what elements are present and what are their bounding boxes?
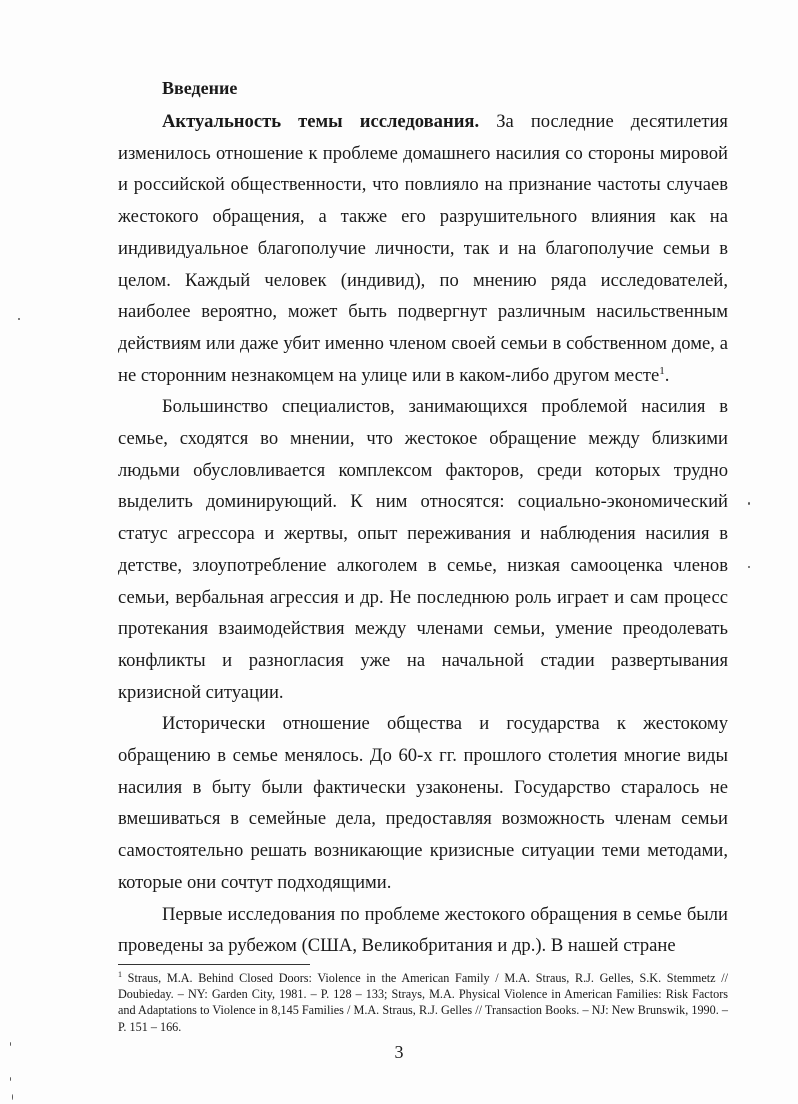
paragraph-history: Исторически отношение общества и государства к жестокому обращению в семье менялось. До 60-х гг. прошлого столетия многие виды насилия в быту были фактически узаконены. Государство старалось не вмешиваться в семейные дела, предоставляя возможность членам семьи самостоятельно решать возникающие кризисные ситуации теми методами, которые они сочтут подходящими. bbox=[118, 713, 728, 893]
footnote-divider bbox=[118, 964, 310, 965]
footnote-text: Straus, M.A. Behind Closed Doors: Violence in the American Family / M.A. Straus, R.J. Gelles, S.K. Stemmetz // Doubieday. – NY: Garden City, 1981. – P. 128 – 133; Strays, M.A. Physical Violence in American Families: Risk Factors and Adaptations to Violence in 8,145 Families / M.A. Straus, R.J. Gelles // Transaction Books. – NJ: New Brunswik, 1990. – P. 151 – 166. bbox=[118, 971, 728, 1034]
page-number: 3 bbox=[394, 1042, 404, 1062]
paragraph-first-research: Первые исследования по проблеме жестокого обращения в семье были проведены за рубежом (США, Великобритания и др.). В нашей стране bbox=[118, 903, 728, 957]
footnote bbox=[118, 970, 728, 1035]
footnote-reference[interactable]: 1 bbox=[659, 364, 665, 377]
paragraph-text: За последние десятилетия изменилось отношение к проблеме домашнего насилия со стороны мировой и российской общественности, что повлияло на признание частоты случаев жестокого обращения, а также его разрушительного влияния как на индивидуальное благополучие личности, так и на благополучие семьи в целом. Каждый человек (индивид), по мнению ряда исследователей, наиболее вероятно, может быть подвергнут различным насильственным действиям или даже убит именно членом своей семьи в собственном доме, а не сторонним незнакомцем на улице или в каком-либо другом месте bbox=[118, 111, 728, 386]
footnote-marker: 1 bbox=[118, 969, 122, 979]
scan-speck bbox=[12, 1094, 13, 1100]
scan-speck bbox=[10, 1042, 11, 1046]
scan-speck bbox=[10, 1077, 11, 1081]
scan-speck bbox=[748, 502, 750, 505]
section-heading: Введение bbox=[162, 78, 238, 98]
scan-speck bbox=[748, 566, 750, 568]
paragraph-tail: . bbox=[664, 364, 670, 386]
paragraph-factors: Большинство специалистов, занимающихся проблемой насилия в семье, сходятся во мнении, что жестокое обращение между близкими людьми обусловливается комплексом факторов, среди которых трудно выделить доминирующий. К ним относятся: социально-экономический статус агрессора и жертвы, опыт переживания и наблюдения насилия в детстве, злоупотребление алкоголем в семье, низкая самооценка членов семьи, вербальная агрессия и др. Не последнюю роль играет и сам процесс протекания взаимодействия между членами семьи, умение преодолевать конфликты и разногласия уже на начальной стадии развертывания кризисной ситуации. bbox=[118, 396, 728, 703]
paragraph-lead: Актуальность темы исследования. bbox=[162, 111, 480, 132]
scan-speck bbox=[18, 318, 20, 320]
body-text bbox=[118, 106, 728, 962]
paragraph-relevance bbox=[118, 106, 728, 391]
